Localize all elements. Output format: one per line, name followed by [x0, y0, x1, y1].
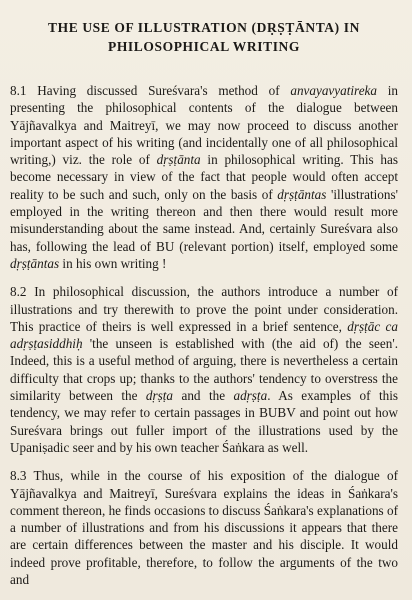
- text-run: Having discussed Sureśvara's method of: [26, 83, 291, 98]
- text-run: in his own writing !: [59, 255, 167, 271]
- text-run: in presenting the philosophical contents of the dialogue between Yājñavalkya and Maitreyī, we may now proceed to discuss another important aspect of his writing (and incidentally one of all philosophical writing,) viz. the role of: [10, 83, 398, 168]
- italic-term: dṛṣṭāntas: [277, 186, 327, 202]
- chapter-title-line-2: PHILOSOPHICAL WRITING: [107, 39, 300, 54]
- text-run: 'illustrations' employed in the writing thereon and then there would result more misunderstanding about the same instead. And, certainly Sureśvara also has, following the lead of BU (relevant portion) itself, employed some: [10, 186, 398, 254]
- italic-term: dṛṣṭa: [145, 388, 174, 404]
- paragraph-number: 8.3: [10, 468, 27, 484]
- italic-term: dṛṣṭānta: [156, 152, 201, 168]
- paragraph-number: 8.1: [10, 83, 27, 98]
- chapter-title-line-1: THE USE OF ILLUSTRATION (DṚṢṬĀNTA) IN: [48, 20, 360, 35]
- paragraph-number: 8.2: [10, 284, 27, 300]
- italic-term: dṛṣṭāntas: [10, 255, 60, 271]
- paragraph-8-3: [10, 467, 398, 588]
- text-run: 'the unseen is established with (the aid of) the seen'. Indeed, this is a useful method of arguing, there is nevertheless a certain difficulty that crops up; thanks to the authors' tendency to overstress the similarity between the: [10, 336, 398, 404]
- text-run: in philosophical writing. This has become necessary in view of the fact that people would often accept reality to be such and such, only on the basis of: [10, 152, 398, 202]
- chapter-title: [10, 18, 398, 56]
- italic-term: anvayavyatireka: [290, 83, 377, 98]
- italic-term: adṛṣṭa: [233, 388, 268, 404]
- text-run: . As examples of this tendency, we may refer to certain passages in BUBV and point out how Sureśvara brings out fuller import of the illustrations used by the Upaniṣadic seer and by his own teacher Śaṅkara as well.: [10, 388, 398, 455]
- paragraph-8-1: [10, 82, 398, 272]
- text-run: and the: [173, 388, 234, 404]
- paragraph-8-2: [10, 283, 398, 456]
- italic-term: dṛṣṭāc ca adṛṣṭasiddhiḥ: [10, 318, 398, 352]
- text-run: In philosophical discussion, the authors introduce a number of illustrations and try therewith to prove the point under consideration. This practice of theirs is well expressed in a brief sentence,: [10, 284, 398, 334]
- text-run: Thus, while in the course of his exposition of the dialogue of Yājñavalkya and Maitreyī, Sureśvara explains the ideas in Śaṅkara's comment thereon, he finds occasions to discuss Śaṅkara's explanations of a number of illustrations and from his discussions it appears that there are certain differences between the master and his disciple. It would indeed prove profitable, therefore, to follow the arguments of the two and: [10, 468, 398, 588]
